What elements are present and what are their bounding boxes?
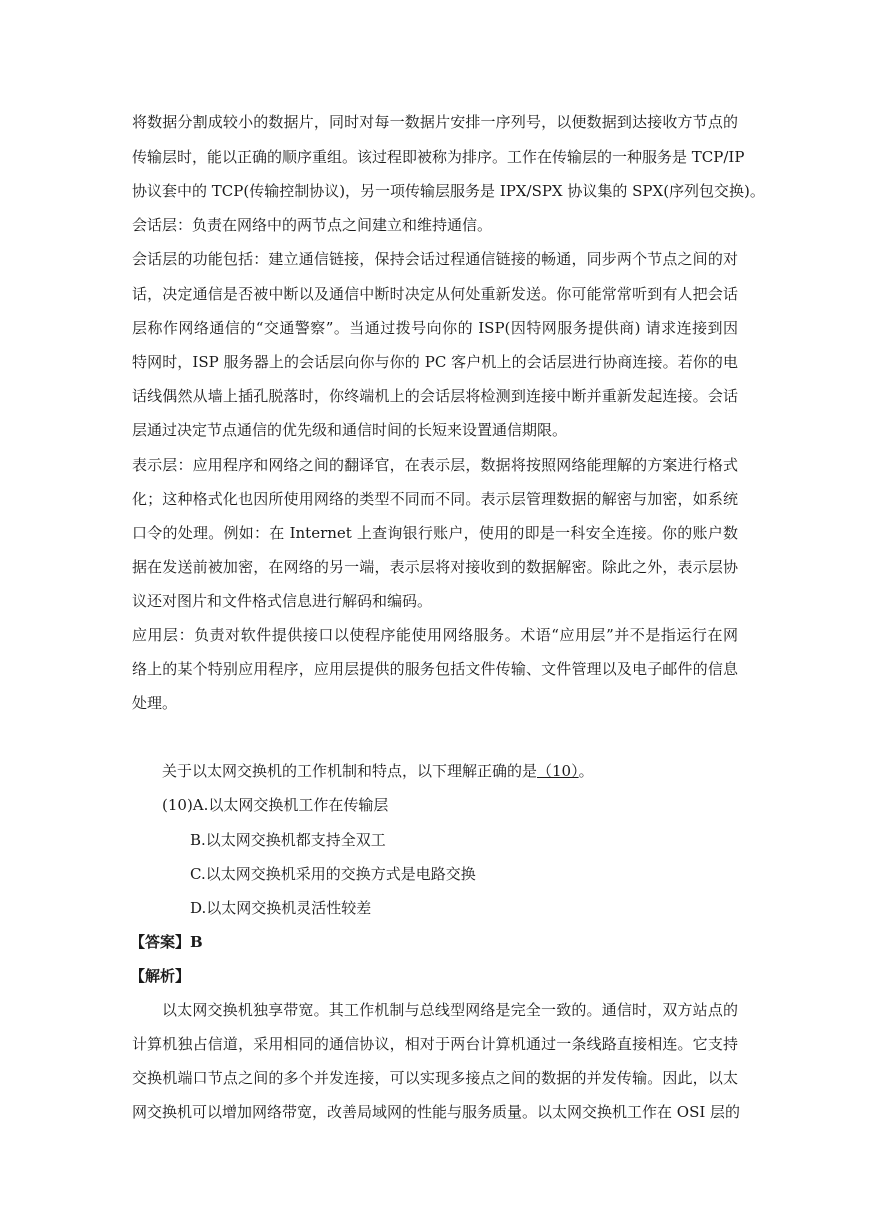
answer-line: [130, 932, 203, 952]
paragraph-line: 层通过决定节点通信的优先级和通信时间的长短来设置通信期限。: [132, 421, 568, 439]
analysis-line: 网交换机可以增加网络带宽，改善局域网的性能与服务质量。以太网交换机工作在 OSI 层的: [132, 1103, 741, 1121]
paragraph-line: 话线偶然从墙上插孔脱落时，你终端机上的会话层将检测到连接中断并重新发起连接。会话: [132, 387, 738, 405]
paragraph-line: 协议套中的 TCP(传输控制协议)，另一项传输层服务是 IPX/SPX 协议集的 SPX(序列包交换)。: [132, 182, 765, 200]
option-c: C.以太网交换机采用的交换方式是电路交换: [190, 865, 476, 883]
option-a: (10)A.以太网交换机工作在传输层: [162, 796, 389, 814]
paragraph-line: 处理。: [132, 694, 178, 712]
paragraph-line: 化；这种格式化也因所使用网络的类型不同而不同。表示层管理数据的解密与加密，如系统: [132, 490, 738, 508]
paragraph-line: 据在发送前被加密，在网络的另一端，表示层将对接收到的数据解密。除此之外，表示层协: [132, 558, 738, 576]
paragraph-line: 层称作网络通信的“交通警察”。当通过拨号向你的 ISP(因特网服务提供商) 请求连接到因: [132, 319, 738, 337]
paragraph-line: 特网时，ISP 服务器上的会话层向你与你的 PC 客户机上的会话层进行协商连接。若你的电: [132, 353, 738, 371]
paragraph-line: 传输层时，能以正确的顺序重组。该过程即被称为排序。工作在传输层的一种服务是 TCP/IP: [132, 148, 745, 166]
answer-label: 【答案】: [130, 933, 191, 951]
analysis-label: 【解析】: [130, 967, 191, 985]
paragraph-line: 会话层：负责在网络中的两节点之间建立和维持通信。: [132, 216, 493, 234]
option-d: D.以太网交换机灵活性较差: [190, 899, 372, 917]
question-blank: （10）: [537, 762, 579, 780]
paragraph-line: 表示层：应用程序和网络之间的翻译官，在表示层，数据将按照网络能理解的方案进行格式: [132, 456, 738, 474]
paragraph-line: 话，决定通信是否被中断以及通信中断时决定从何处重新发送。你可能常常听到有人把会话: [132, 285, 738, 303]
question-end: 。: [578, 762, 594, 780]
paragraph-line: 应用层：负责对软件提供接口以使程序能使用网络服务。术语“应用层”并不是指运行在网: [132, 626, 738, 644]
analysis-line: 以太网交换机独享带宽。其工作机制与总线型网络是完全一致的。通信时，双方站点的: [162, 1001, 738, 1019]
paragraph-line: 口令的处理。例如：在 Internet 上查询银行账户，使用的即是一科安全连接。你的账户数: [132, 524, 738, 542]
paragraph-line: 会话层的功能包括：建立通信链接，保持会话过程通信链接的畅通，同步两个节点之间的对: [132, 250, 738, 268]
analysis-line: 计算机独占信道，采用相同的通信协议，相对于两台计算机通过一条线路直接相连。它支持: [132, 1035, 738, 1053]
analysis-line: 交换机端口节点之间的多个并发连接，可以实现多接点之间的数据的并发传输。因此，以太: [132, 1069, 738, 1087]
question-text: 关于以太网交换机的工作机制和特点，以下理解正确的是: [162, 762, 538, 780]
option-b: B.以太网交换机都支持全双工: [190, 831, 386, 849]
paragraph-line: 络上的某个特别应用程序，应用层提供的服务包括文件传输、文件管理以及电子邮件的信息: [132, 660, 738, 678]
question-stem: [162, 761, 594, 781]
paragraph-line: 将数据分割成较小的数据片，同时对每一数据片安排一序列号，以便数据到达接收方节点的: [132, 113, 738, 131]
paragraph-line: 议还对图片和文件格式信息进行解码和编码。: [132, 592, 433, 610]
answer-value: B: [190, 933, 203, 951]
